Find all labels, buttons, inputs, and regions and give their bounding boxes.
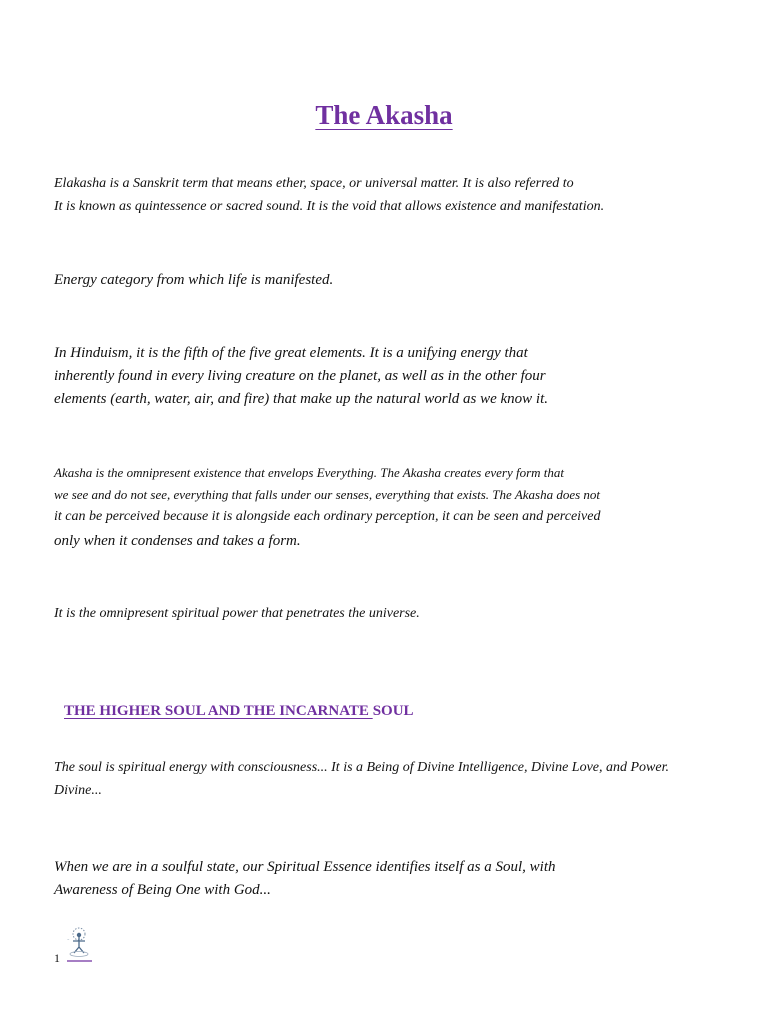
paragraph-5-line-1: It is the omnipresent spiritual power that penetrates the universe. [54, 606, 420, 621]
paragraph-1-line-2: It is known as quintessence or sacred sound. It is the void that allows existence and manifestation. [54, 199, 605, 214]
paragraph-4-line-3: it can be perceived because it is alongside each ordinary perception, it can be seen and perceived [54, 509, 601, 524]
paragraph-7-line-1: When we are in a soulful state, our Spiritual Essence identifies itself as a Soul, with [54, 859, 556, 875]
page-number: 1 [54, 951, 60, 965]
paragraph-6-line-1: The soul is spiritual energy with consciousness... It is a Being of Divine Intelligence, Divine Love, and Power. [54, 760, 670, 775]
section-heading-underlined: THE HIGHER SOUL AND THE INCARNATE [64, 703, 373, 719]
paragraph-4-line-4: only when it condenses and takes a form. [54, 533, 301, 549]
paragraph-7-line-2: Awareness of Being One with God... [54, 882, 271, 898]
meditation-figure-logo-icon [64, 926, 94, 962]
paragraph-3-line-3: elements (earth, water, air, and fire) that make up the natural world as we know it. [54, 391, 548, 407]
section-heading-rest: SOUL [372, 703, 414, 719]
paragraph-3-line-1: In Hinduism, it is the fifth of the five great elements. It is a unifying energy that [54, 345, 528, 361]
page-title-text: The Akasha [315, 100, 453, 130]
paragraph-1-line-1: Elakasha is a Sanskrit term that means ether, space, or universal matter. It is also referred to [54, 176, 574, 191]
svg-text:~: ~ [67, 937, 70, 941]
paragraph-6-line-2: Divine... [54, 783, 102, 798]
section-heading [64, 703, 414, 720]
paragraph-3-line-2: inherently found in every living creature on the planet, as well as in the other four [54, 368, 546, 384]
paragraph-4-line-2: we see and do not see, everything that falls under our senses, everything that exists. The Akasha does not [54, 487, 601, 502]
page-title [0, 100, 768, 131]
paragraph-4-line-1: Akasha is the omnipresent existence that envelops Everything. The Akasha creates every form that [54, 465, 564, 480]
paragraph-2-line-1: Energy category from which life is manifested. [54, 272, 334, 288]
